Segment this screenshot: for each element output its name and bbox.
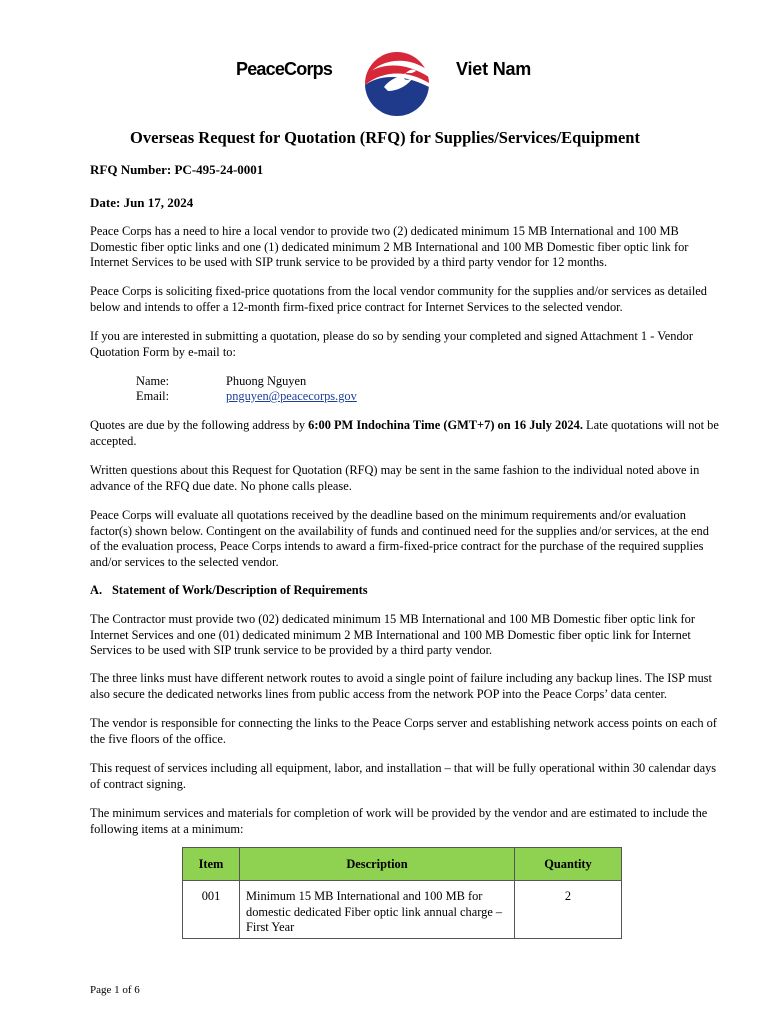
section-a-label: A.: [90, 583, 103, 597]
paragraph-minimum-services: The minimum services and materials for completion of work will be provided by the vendor and are estimated to include the following items at a minimum:: [90, 806, 708, 836]
rfq-date: Date: Jun 17, 2024: [90, 195, 194, 210]
paragraph-need: Peace Corps has a need to hire a local vendor to provide two (2) dedicated minimum 15 MB International and 100 MB Domestic fiber optic links and one (1) dedicated minimum 2 MB International and 100 MB Domestic fiber optic link for Internet Services to be used with SIP trunk service to be provided by a third party vendor for 12 months.: [90, 224, 689, 269]
table-header-row: [183, 848, 622, 881]
org-name-right: Viet Nam: [456, 59, 532, 79]
paragraph-due-date: [90, 418, 720, 449]
header-quantity: Quantity: [515, 848, 622, 881]
paragraph-evaluation: Peace Corps will evaluate all quotations received by the deadline based on the minimum requirements and/or evaluation factor(s) shown below. Contingent on the availability of funds and continued need for the supplies and/or services, at the end of the evaluation process, Peace Corps intends to award a firm-fixed-price contract for the purchase of the required supplies and/or services to the selected vendor.: [90, 508, 709, 569]
contact-name-value: Phuong Nguyen: [226, 374, 307, 388]
cell-description: Minimum 15 MB International and 100 MB for domestic dedicated Fiber optic link annual charge – First Year: [240, 881, 515, 939]
due-deadline: 6:00 PM Indochina Time (GMT+7) on 16 July 2024.: [308, 418, 583, 432]
contact-email-link[interactable]: pnguyen@peacecorps.gov: [226, 389, 357, 403]
header-item: Item: [183, 848, 240, 881]
org-name-left: PeaceCorps: [236, 59, 333, 79]
paragraph-contractor: The Contractor must provide two (02) dedicated minimum 15 MB International and 100 MB Domestic fiber optic link for Internet Services and one (01) dedicated minimum 2 MB International and 100 MB Domestic fiber optic link for Internet Services to be used with SIP trunk service to be provided by a third party vendor.: [90, 612, 695, 657]
page-number: Page 1 of 6: [90, 984, 140, 996]
due-text-post: Late quotations will not be accepted.: [90, 418, 719, 448]
paragraph-routes: The three links must have different network routes to avoid a single point of failure including any backup lines. The ISP must also secure the dedicated networks lines from public access from the network POP into the Peace Corps’ data center.: [90, 671, 712, 701]
paragraph-services-timeline: This request of services including all equipment, labor, and installation – that will be fully operational within 30 calendar days of contract signing.: [90, 761, 717, 791]
header-description: Description: [240, 848, 515, 881]
contact-email-label: Email:: [136, 389, 170, 403]
due-text-pre: Quotes are due by the following address by: [90, 418, 309, 432]
paragraph-questions: Written questions about this Request for Quotation (RFQ) may be sent in the same fashion to the individual noted above in advance of the RFQ due date. No phone calls please.: [90, 463, 700, 493]
paragraph-soliciting: Peace Corps is soliciting fixed-price quotations from the local vendor community for the supplies and/or services as detailed below and intends to offer a 12-month firm-fixed price contract for Internet Services to the selected vendor.: [90, 284, 707, 314]
cell-item: 001: [183, 881, 240, 939]
items-table: [182, 847, 622, 939]
section-a-title: Statement of Work/Description of Requirements: [112, 583, 368, 597]
section-a-heading: [90, 583, 368, 598]
paragraph-vendor-responsibility: The vendor is responsible for connecting the links to the Peace Corps server and establishing network access points on each of the five floors of the office.: [90, 716, 717, 746]
rfq-number: RFQ Number: PC-495-24-0001: [90, 162, 264, 177]
document-title: Overseas Request for Quotation (RFQ) for Supplies/Services/Equipment: [130, 128, 640, 147]
peace-corps-dove-logo-icon: [362, 49, 432, 119]
table-row: [183, 881, 622, 939]
paragraph-submit: If you are interested in submitting a quotation, please do so by sending your completed and signed Attachment 1 - Vendor Quotation Form by e-mail to:: [90, 329, 693, 359]
cell-quantity: 2: [515, 881, 622, 939]
contact-name-label: Name:: [136, 374, 170, 388]
